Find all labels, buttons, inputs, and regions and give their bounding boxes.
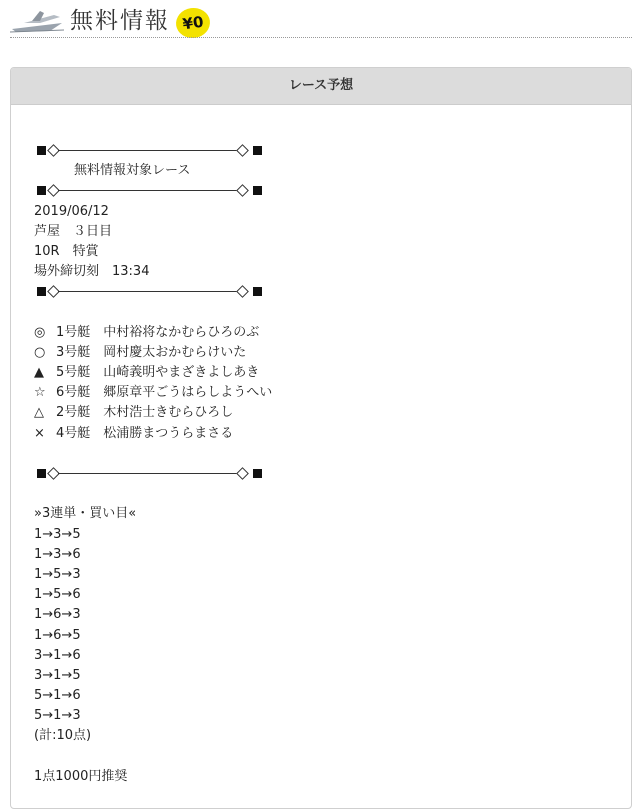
pick-text: 2号艇 木村浩士きむらひろし <box>56 405 234 421</box>
race-date: 2019/06/12 <box>34 203 109 219</box>
pick-item <box>34 363 631 383</box>
header-divider <box>10 37 632 38</box>
ornament-divider <box>34 464 274 484</box>
bet-combo: 1→5→3 <box>34 566 81 582</box>
circle-icon: ○ <box>34 344 46 360</box>
diamond-icon <box>236 144 249 157</box>
race-grade: 10R 特賞 <box>34 243 99 259</box>
ornament-divider <box>34 282 274 302</box>
outline-triangle-icon: △ <box>34 405 44 421</box>
pick-text: 1号艇 中村裕将なかむらひろのぶ <box>56 324 260 340</box>
panel-body <box>11 105 631 787</box>
bet-combo: 5→1→3 <box>34 708 81 724</box>
boat-icon <box>10 9 64 33</box>
black-square-icon <box>253 186 262 195</box>
bet-combo: 3→1→5 <box>34 667 81 683</box>
bet-combo: 5→1→6 <box>34 688 81 704</box>
free-badge: ¥0 <box>174 6 212 40</box>
black-square-icon <box>37 287 46 296</box>
panel-title: レース予想 <box>11 68 631 105</box>
pick-item <box>34 343 631 363</box>
pick-text: 6号艇 郷原章平ごうはらしようへい <box>56 385 273 401</box>
pick-item <box>34 383 631 403</box>
ornament-divider <box>34 141 274 161</box>
diamond-icon <box>236 185 249 198</box>
black-square-icon <box>37 146 46 155</box>
pick-text: 4号艇 松浦勝まつうらまさる <box>56 425 234 441</box>
bet-combo: 1→6→5 <box>34 627 81 643</box>
star-icon: ☆ <box>34 385 46 401</box>
bets-heading: »3連単・買い目« <box>34 506 137 522</box>
header <box>0 0 632 40</box>
race-prediction-panel <box>10 67 632 809</box>
bet-combo: 1→3→5 <box>34 526 81 542</box>
double-circle-icon: ◎ <box>34 324 46 340</box>
triangle-icon: ▲ <box>34 365 44 381</box>
bets-recommendation: 1点1000円推奨 <box>34 768 128 784</box>
bets-total: (計:10点) <box>34 728 92 744</box>
pick-item <box>34 424 631 444</box>
bet-combo: 1→5→6 <box>34 587 81 603</box>
bet-combo: 1→3→6 <box>34 546 81 562</box>
cross-icon: × <box>34 425 45 441</box>
race-deadline: 場外締切刻 13:34 <box>34 264 150 280</box>
pick-item <box>34 323 631 343</box>
target-race-label: 無料情報対象レース <box>74 163 191 179</box>
diamond-icon <box>236 285 249 298</box>
diamond-icon <box>236 467 249 480</box>
pick-text: 3号艇 岡村慶太おかむらけいた <box>56 344 247 360</box>
black-square-icon <box>253 287 262 296</box>
black-square-icon <box>253 469 262 478</box>
bet-combo: 1→6→3 <box>34 607 81 623</box>
race-venue-day: 芦屋 ３日目 <box>34 223 113 239</box>
black-square-icon <box>253 146 262 155</box>
black-square-icon <box>37 469 46 478</box>
page-title: 無料情報 <box>70 8 170 34</box>
pick-text: 5号艇 山崎義明やまざきよしあき <box>56 365 260 381</box>
bet-combo: 3→1→6 <box>34 647 81 663</box>
black-square-icon <box>37 186 46 195</box>
ornament-divider <box>34 181 274 201</box>
pick-item <box>34 403 631 423</box>
